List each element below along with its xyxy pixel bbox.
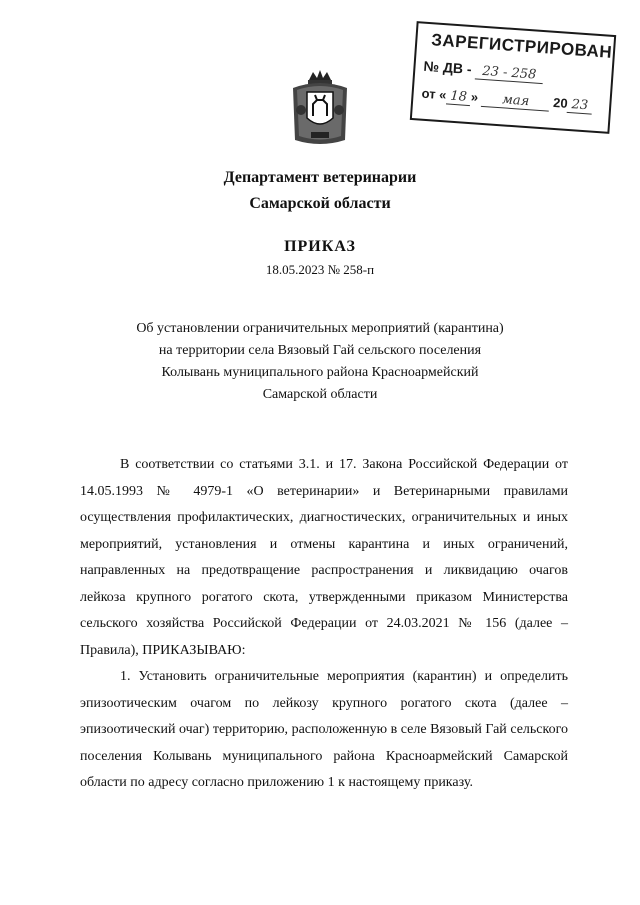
body-paragraph-item-1: 1. Установить ограничительные мероприятия (карантин) и определить эпизоотическим очагом по лейкозу крупного рогатого скота (далее – эпизоотический очаг) территорию, расположенную в селе Вязовый Гай сельского поселения Колывань муниципального района Красноармейский Самарской области по адресу согласно приложению 1 к настоящему приказу.	[80, 669, 568, 790]
department-name-line2: Самарской области	[249, 195, 391, 212]
document-type: ПРИКАЗ	[284, 238, 356, 255]
stamp-date-row	[421, 86, 593, 115]
stamp-date-day: 18	[446, 88, 472, 106]
stamp-number-value: 23 - 258	[475, 63, 544, 84]
samara-coat-of-arms-icon	[289, 70, 351, 146]
stamp-title: ЗАРЕГИСТРИРОВАН	[430, 30, 613, 62]
order-body	[80, 452, 568, 797]
stamp-date-sep: »	[470, 89, 479, 105]
department-name-line1: Департамент ветеринарии	[223, 169, 417, 186]
stamp-number-prefix: № ДВ -	[423, 57, 473, 78]
subject-line: на территории села Вязовый Гай сельского поселения	[158, 343, 482, 358]
stamp-date-year: 23	[567, 97, 593, 115]
subject-line: Самарской области	[262, 387, 378, 402]
stamp-date-month: мая	[481, 91, 550, 112]
subject-line: Об установлении ограничительных мероприятий (карантина)	[136, 321, 504, 336]
document-date-number: 18.05.2023 № 258-п	[265, 262, 375, 277]
subject-line: Колывань муниципального района Красноармейский	[161, 365, 479, 380]
registration-stamp	[410, 21, 616, 134]
body-paragraph-preamble: В соответствии со статьями 3.1. и 17. Закона Российской Федерации от 14.05.1993 № 4979-1 «О ветеринарии» и Ветеринарными правилами осуществления профилактических, диагностических, ограничительных и иных мероприятий, установления и отмены карантина и иных ограничений, направленных на предотвращение распространения и ликвидацию очагов лейкоза крупного рогатого скота, утвержденными приказом Министерства сельского хозяйства Российской Федерации от 24.03.2021 № 156 (далее – Правила), ПРИКАЗЫВАЮ:	[80, 457, 568, 658]
stamp-number-row	[423, 58, 544, 84]
stamp-date-year-prefix: 20	[552, 94, 569, 111]
stamp-date-prefix: от «	[421, 85, 447, 103]
order-subject	[130, 318, 510, 406]
